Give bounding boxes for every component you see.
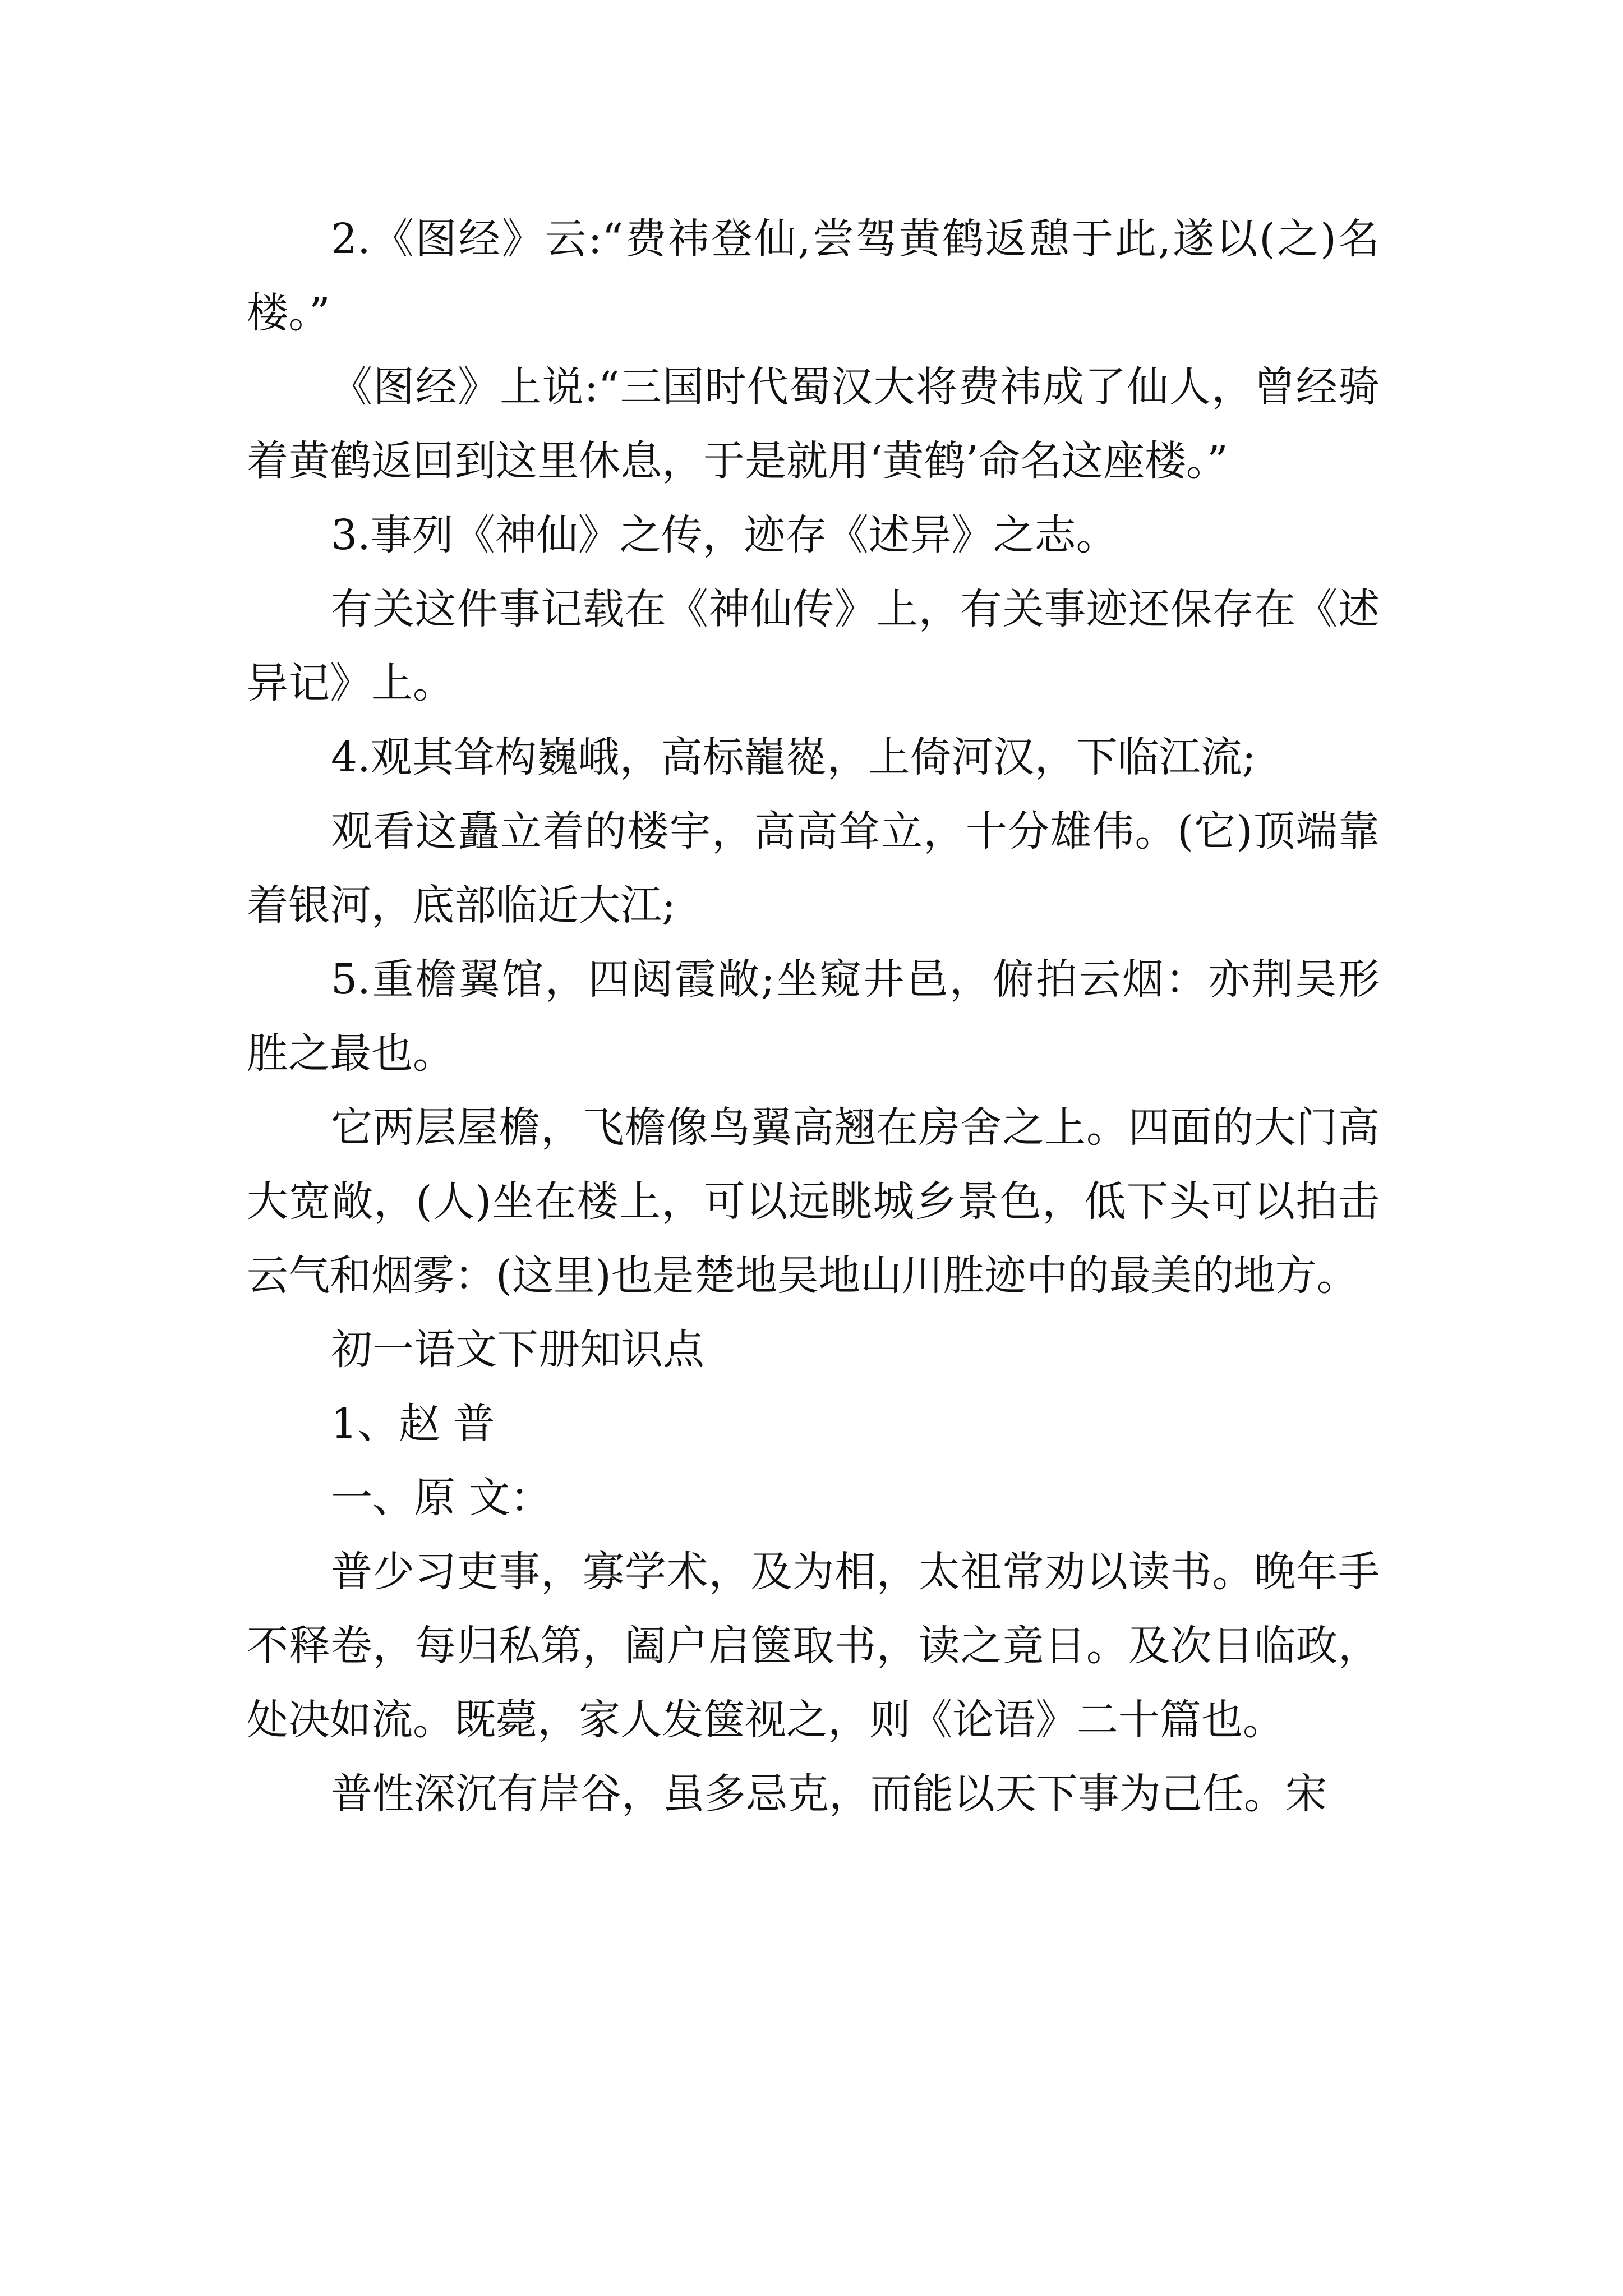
paragraph-5: 4.观其耸构巍峨，高标巃嵸，上倚河汉，下临江流; [331,733,1256,781]
paragraph-2: 《图经》上说:“三国时代蜀汉大将费祎成了仙人，曾经骑着黄鹤返回到这里休息，于是就用‘黄鹤’命名这座楼。” [247,363,1380,485]
subheading-original-text: 一、原 文： [331,1474,552,1522]
paragraph-12: 普少习吏事，寡学术，及为相，太祖常劝以读书。晚年手不释卷，每归私第，阖户启箧取书，读之竟日。及次日临政，处决如流。既薨，家人发箧视之，则《论语》二十篇也。 [247,1548,1380,1744]
paragraph-6: 观看这矗立着的楼宇，高高耸立，十分雄伟。(它)顶端靠着银河，底部临近大江; [247,807,1380,930]
section-heading: 初一语文下册知识点 [331,1326,704,1374]
paragraph-4: 有关这件事记载在《神仙传》上，有关事迹还保存在《述异记》上。 [247,585,1380,707]
paragraph-8: 它两层屋檐，飞檐像鸟翼高翘在房舍之上。四面的大门高大宽敞，(人)坐在楼上，可以远眺城乡景色，低下头可以拍击云气和烟雾：(这里)也是楚地吴地山川胜迹中的最美的地方。 [247,1103,1380,1300]
paragraph-7: 5.重檐翼馆，四闼霞敞;坐窥井邑，俯拍云烟：亦荆吴形胜之最也。 [247,955,1380,1078]
lesson-title: 1、赵 普 [331,1400,495,1448]
paragraph-3: 3.事列《神仙》之传，迹存《述异》之志。 [331,511,1118,559]
document-body [247,202,1380,1831]
paragraph-1: 2.《图经》云:“费祎登仙,尝驾黄鹤返憩于此,遂以(之)名楼。” [247,215,1380,337]
paragraph-13: 普性深沉有岸谷，虽多忌克，而能以天下事为己任。宋 [331,1770,1327,1818]
